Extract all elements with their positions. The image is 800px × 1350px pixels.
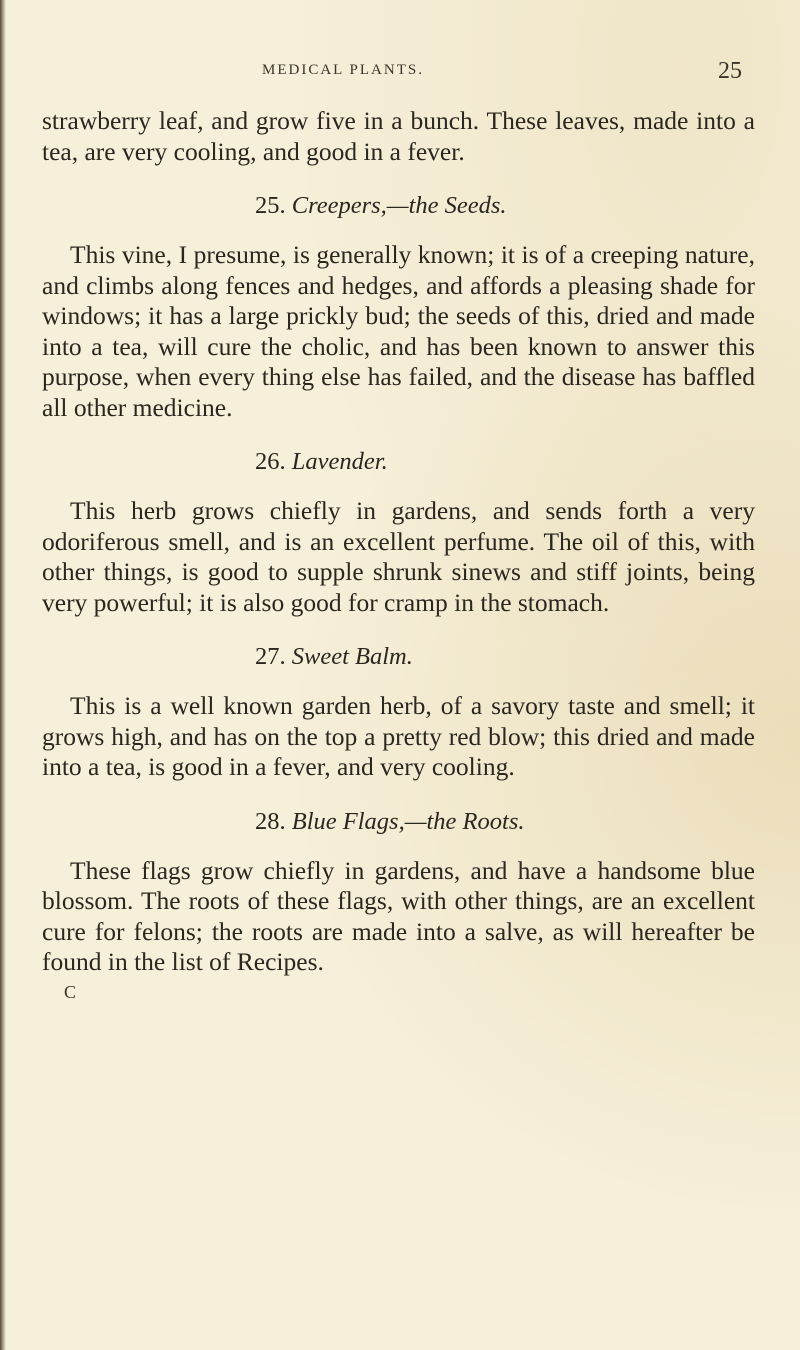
entry-heading-28 <box>42 807 755 837</box>
signature-mark: C <box>64 981 77 1002</box>
entry-text-27: This is a well known garden herb, of a savory taste and smell; it grows high, and has on the top a pretty red blow; this dried and made into a tea, is good in a fever, and very cooling. <box>42 691 755 781</box>
entry-number: 27. <box>255 643 286 670</box>
entry-number: 25. <box>255 192 286 219</box>
entry-number: 28. <box>255 807 286 835</box>
entry-number: 26. <box>255 448 286 475</box>
entry-text-26: This herb grows chiefly in gardens, and sends forth a very odoriferous smell, and is an excellent perfume. The oil of this, with other things, is good to supple shrunk sinews and stiff joints, being very powerful; it is also good for cramp in the stomach. <box>42 496 755 617</box>
page-gutter-shadow <box>0 0 6 1350</box>
body-text <box>42 106 755 1002</box>
entry-text-25: This vine, I presume, is generally known; it is of a creeping nature, and climbs along fences and hedges, and affords a pleasing shade for windows; it has a large prickly bud; the seeds of this, dried and made into a tea, will cure the cholic, and has been known to answer this purpose, when every thing else has failed, and the disease has baffled all other medicine. <box>42 240 755 422</box>
entry-heading-25 <box>42 191 755 221</box>
entry-text-28: These flags grow chiefly in gardens, and have a handsome blue blossom. The roots of these flags, with other things, are an excellent cure for felons; the roots are made into a salve, as will hereafter be found in the list of Recipes. <box>42 855 755 976</box>
running-title: MEDICAL PLANTS. <box>262 62 424 78</box>
entry-name: Lavender. <box>291 448 388 475</box>
opening-paragraph: strawberry leaf, and grow five in a bunch. These leaves, made into a tea, are very cooling, and good in a fever. <box>42 106 755 166</box>
entry-name: Creepers,—the Seeds. <box>291 192 507 219</box>
entry-heading-26 <box>42 447 755 477</box>
entry-heading-27 <box>42 642 755 672</box>
entry-name: Sweet Balm. <box>291 643 413 670</box>
page-number: 25 <box>718 58 742 84</box>
entry-name: Blue Flags,—the Roots. <box>291 807 525 835</box>
running-head <box>0 58 800 88</box>
